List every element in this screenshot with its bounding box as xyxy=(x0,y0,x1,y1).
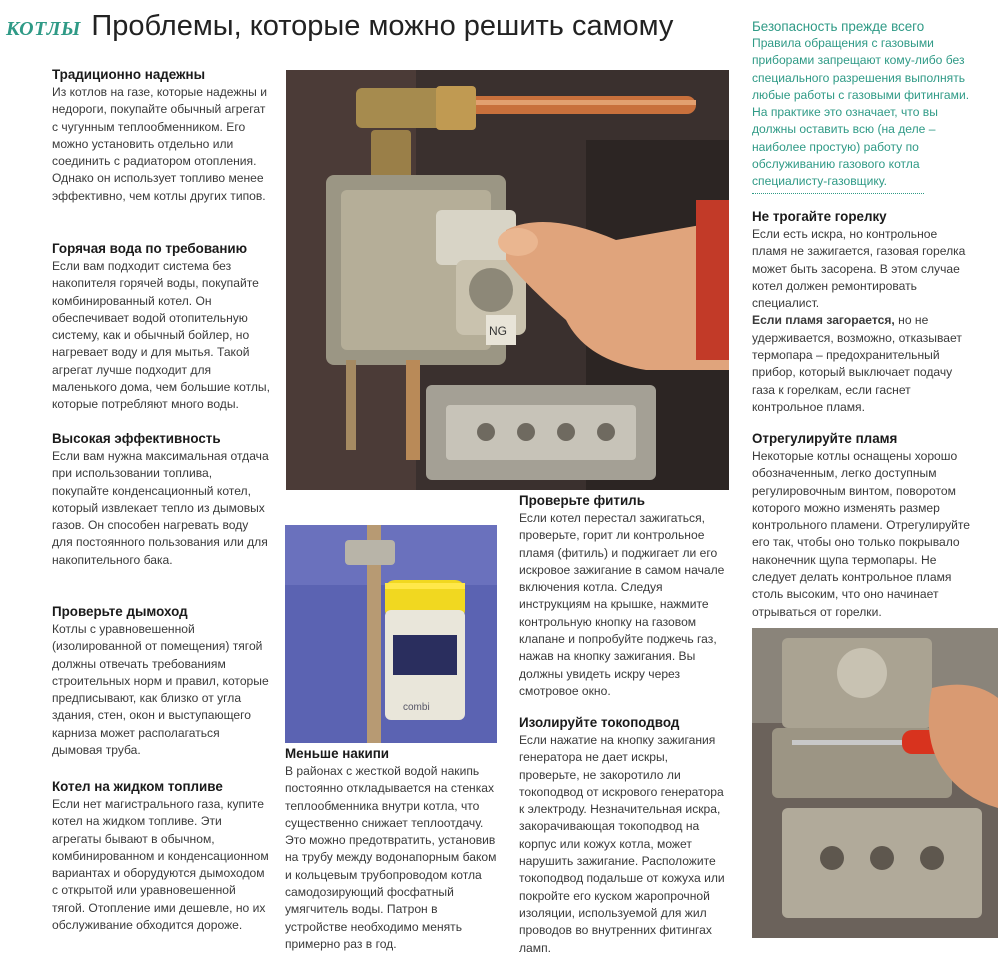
section-heading: Не трогайте горелку xyxy=(752,209,887,224)
left-section-2 xyxy=(52,240,270,414)
safety-body: Правила обращения с газовыми приборами запрещают кому-либо без специального разрешения выполнять любые работы с газовыми фитингами. На практике это означает, что вы должны оставить всю (на деле – наиболее простую) работу по обслуживанию газового котла специалисту-газовщику. xyxy=(752,36,970,189)
safety-note xyxy=(752,18,972,194)
flame-section xyxy=(752,430,974,621)
valve-tag: NG xyxy=(489,324,507,338)
page-title: Проблемы, которые можно решить самому xyxy=(91,10,674,42)
left-section-1 xyxy=(52,66,270,205)
left-section-5 xyxy=(52,778,270,934)
burner-bold-lead: Если пламя загорается, xyxy=(752,313,895,328)
section-body: Если вам подходит система без накопителя горячей воды, покупайте комбинированный котел. Он обеспечивает водой отопительную систему, как и обычный бойлер, но нагревает воду и для мытья. Такой агрегат лучше подходит для маленького дома, чем большие котлы, которые потребляют много воды. xyxy=(52,259,270,412)
burner-body-1: Если есть искра, но контрольное пламя не зажигается, газовая горелка может быть засорена. В этом случае котел должен ремонтировать специалист. xyxy=(752,227,966,311)
water-softener-photo xyxy=(285,525,497,743)
middle-section-1 xyxy=(519,492,731,700)
section-body: В районах с жесткой водой накипь постоянно откладывается на стенках теплообменника внутри котла, что существенно снижает теплоотдачу. Это можно предотвратить, установив на трубу между водонапорным баком и кольцевым трубопроводом котла самодозирующий фосфатный умягчитель воды. Патрон в устройстве необходимо менять примерно раз в год. xyxy=(285,764,497,951)
section-body: Если котел перестал зажигаться, проверьте, горит ли контрольное пламя (фитиль) и поджигает ли его искровое зажигание в самом начале включения котла. Следуя инструкциям на крышке, нажмите контрольную кнопку на газовом клапане и попробуйте поджечь газ, нажав на кнопку зажигания. Вы должны увидеть искру через смотровое окно. xyxy=(519,511,725,698)
section-heading: Меньше накипи xyxy=(285,746,390,761)
section-heading: Проверьте фитиль xyxy=(519,493,645,508)
section-body: Некоторые котлы оснащены хорошо обозначенным, легко доступным регулировочным винтом, поворотом которого можно изменять размер контрольного пламени. Отрегулируйте его так, чтобы оно только покрывало наконечник щупа термопары. Не следует делать контрольное пламя столь высоким, что оно начинает отрываться от горелки. xyxy=(752,449,970,619)
flame-adjust-photo xyxy=(752,628,998,938)
left-section-4 xyxy=(52,603,270,759)
section-body xyxy=(752,226,974,416)
section-body: Если нажатие на кнопку зажигания генератора не дает искры, проверьте, не закоротило ли токоподвод от искрового генератора к электроду. Незначительная искра, закорачивающая токоподвод на корпус или кожух котла, может нарушить зажигание. Расположите токоподвод подальше от кожуха или покройте его куском жаропрочной изоляции, используемой для жил проводов во внутренних фитингах ламп. xyxy=(519,733,725,955)
middle-section-2 xyxy=(519,714,731,957)
safety-divider xyxy=(752,193,924,194)
burner-body-2: но не удерживается, возможно, отказывает термопара – предохранительный прибор, который выключает подачу газа к горелкам, если гаснет контрольное пламя. xyxy=(752,313,962,414)
section-heading: Проверьте дымоход xyxy=(52,604,188,619)
section-heading: Высокая эффективность xyxy=(52,431,221,446)
section-body: Из котлов на газе, которые надежны и недороги, покупайте обычный агрегат с чугунным теплообменником. Его можно установить отдельно или соединить с радиатором отопления. Однако он использует топливо менее эффективно, чем котлы других типов. xyxy=(52,85,267,203)
left-section-3 xyxy=(52,430,270,569)
section-body: Если нет магистрального газа, купите котел на жидком топливе. Эти агрегаты бывают в обычном, комбинированном и конденсационном вариантах и оборудуются дымоходом с открытой или уравновешенной тягой. Отопление ими дешевле, но их обслуживание обходится дороже. xyxy=(52,797,269,933)
softener-tag: combi xyxy=(403,702,430,713)
section-heading: Котел на жидком топливе xyxy=(52,779,223,794)
burner-section xyxy=(752,208,974,416)
safety-heading: Безопасность прежде всего xyxy=(752,19,925,34)
section-heading: Горячая вода по требованию xyxy=(52,241,248,256)
page-header xyxy=(6,10,673,50)
section-heading: Традиционно надежны xyxy=(52,67,206,82)
section-body: Если вам нужна максимальная отдача при использовании топлива, покупайте конденсационный котел, который извлекает тепло из дымовых газов. Он способен нагревать воду для постоянного пользования или для накопительного бака. xyxy=(52,449,269,567)
section-label: КОТЛЫ xyxy=(6,18,81,40)
scale-section xyxy=(285,745,497,953)
section-heading: Отрегулируйте пламя xyxy=(752,431,898,446)
section-heading: Изолируйте токоподвод xyxy=(519,715,680,730)
gas-valve-photo xyxy=(286,70,729,490)
section-body: Котлы с уравновешенной (изолированной от помещения) тягой должны отвечать требованиям строительных норм и правил, которые предписывают, как близко от угла здания, стен, окон и выступающего карниза может располагаться дымовая труба. xyxy=(52,622,269,758)
